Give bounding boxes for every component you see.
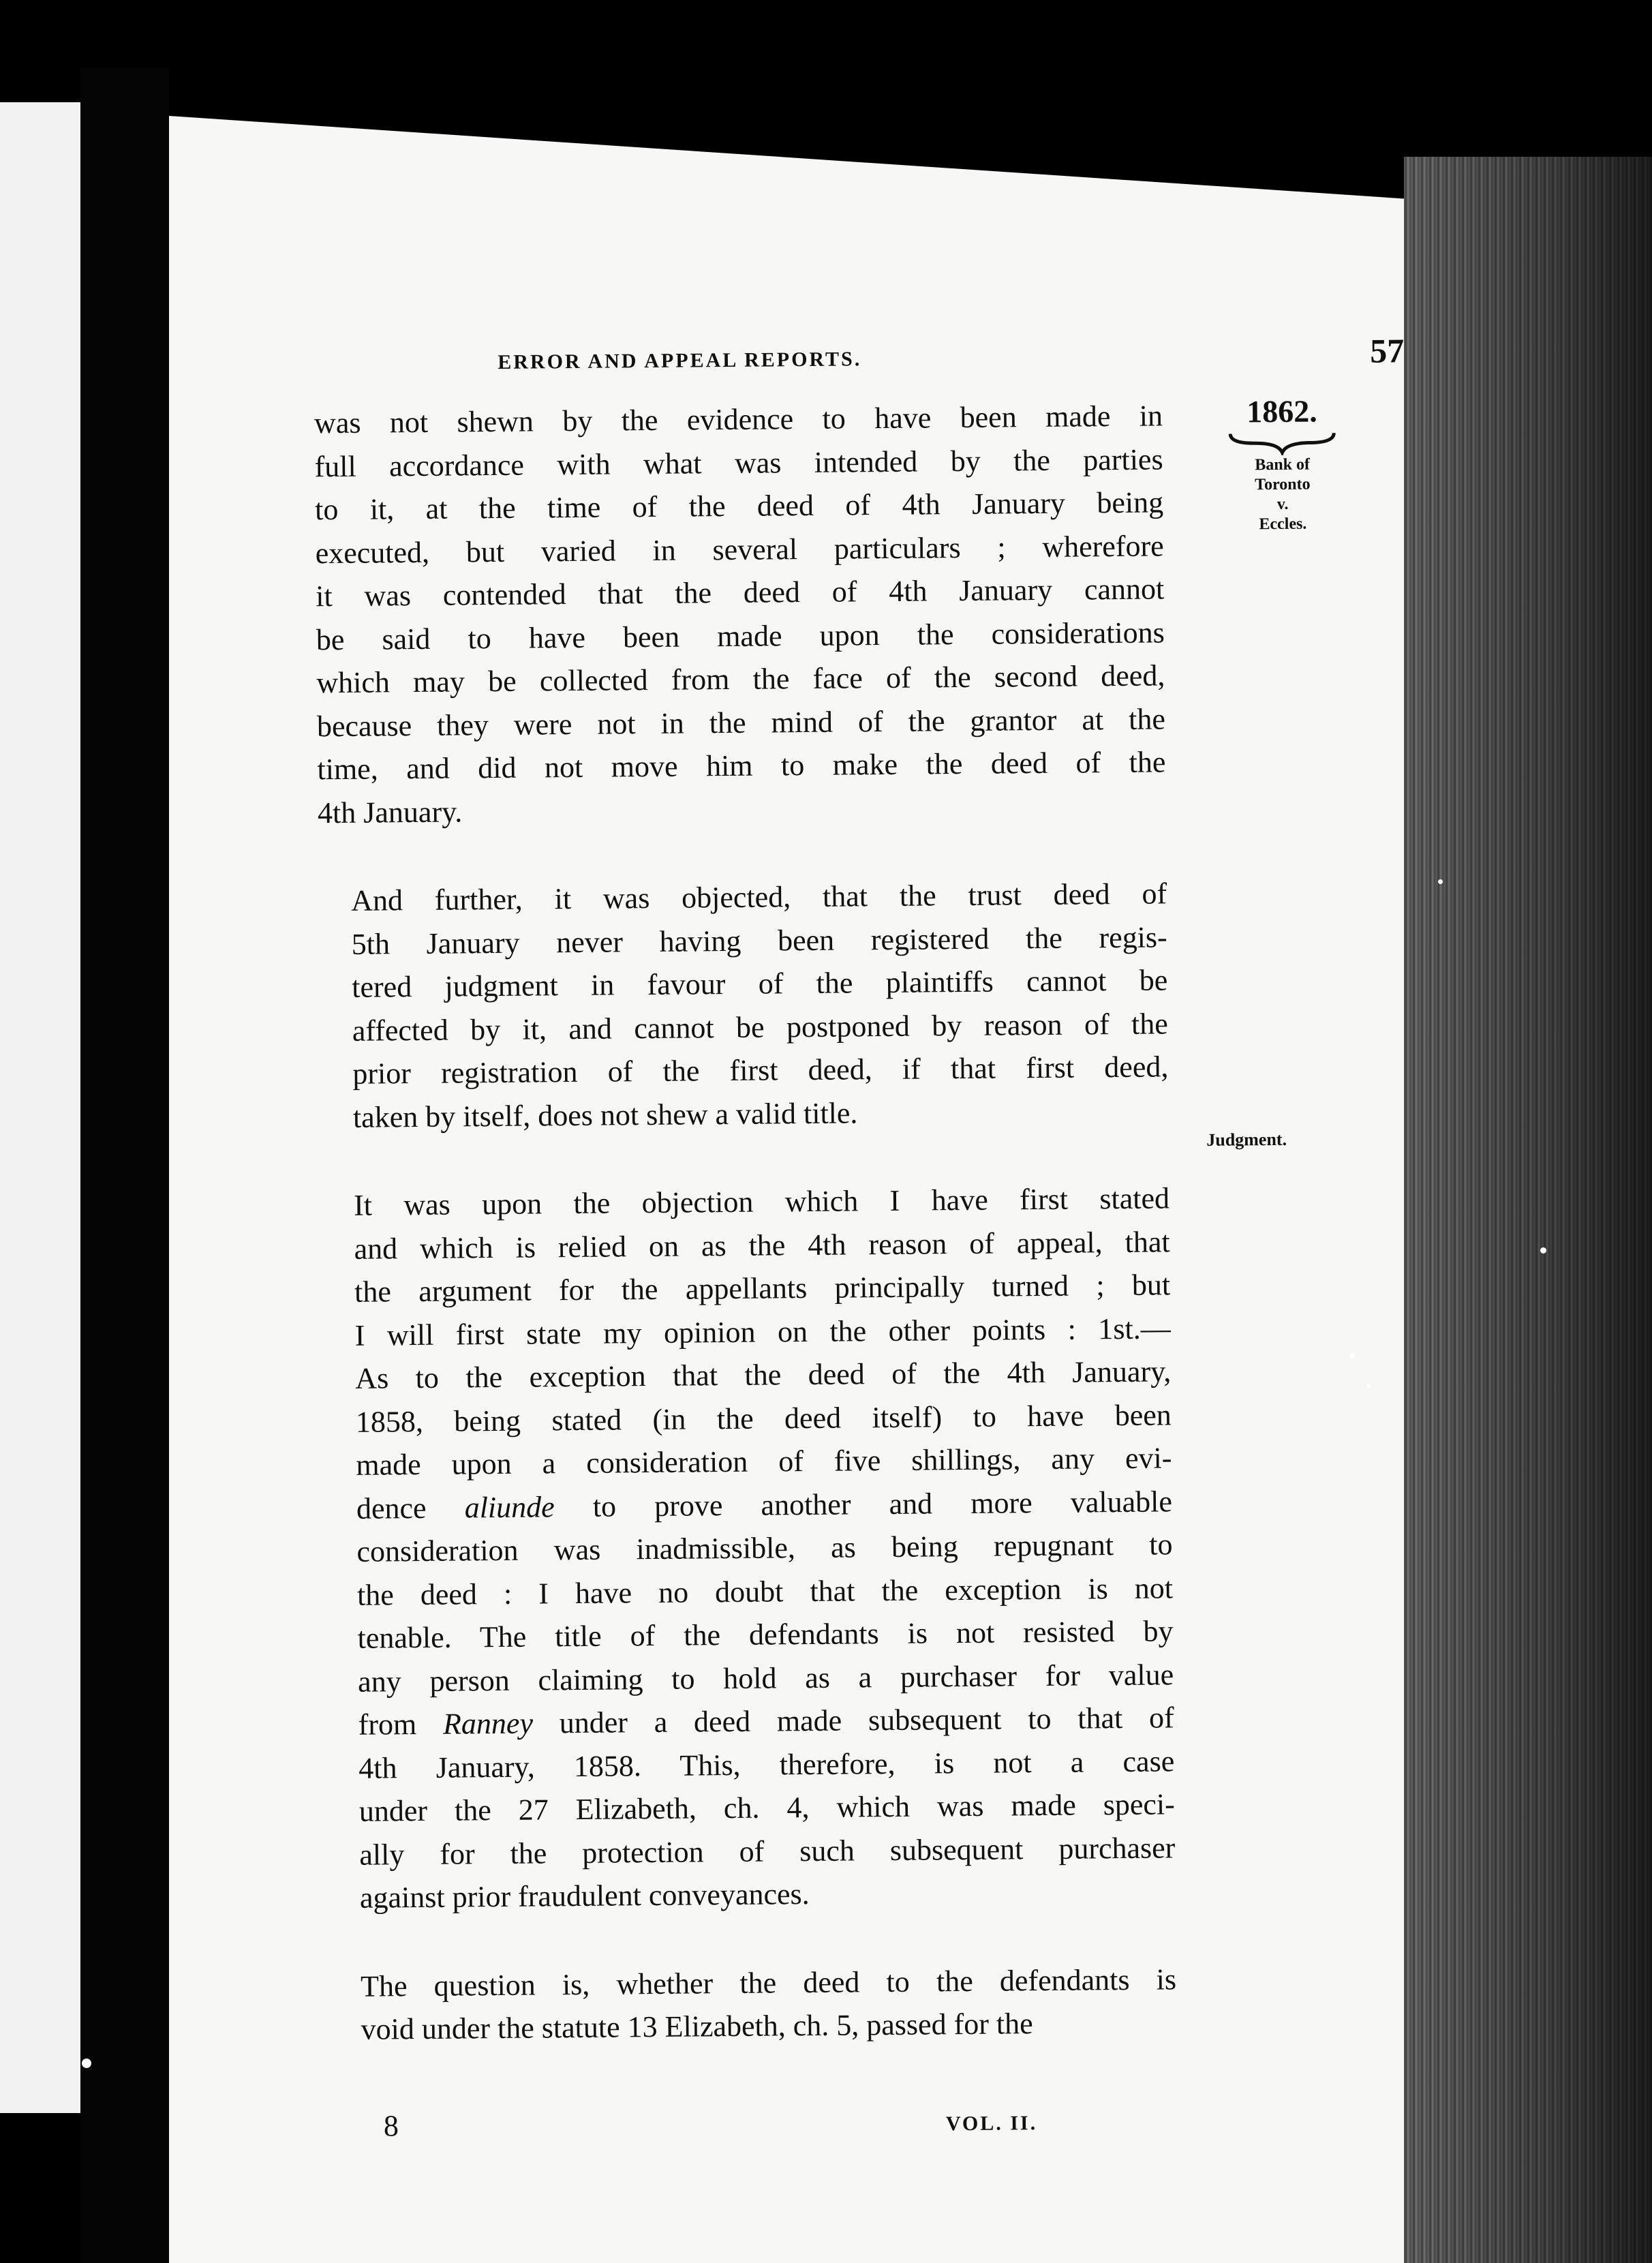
speck [82, 2059, 91, 2068]
text-line: which may be collected from the face of the second deed, [316, 658, 1165, 700]
text-line: made upon a consideration of five shillings, any evi- [356, 1441, 1172, 1482]
margin-year: 1862. [1246, 393, 1317, 429]
running-head: ERROR AND APPEAL REPORTS. [498, 348, 862, 374]
speck [1438, 879, 1443, 884]
text-line: 4th January. [317, 794, 463, 830]
text-line: and which is relied on as the 4th reason of appeal, that [354, 1224, 1170, 1266]
text-line: it was contended that the deed of 4th January cannot [316, 572, 1165, 613]
paragraph [321, 1176, 1176, 1919]
facing-page-edge [0, 102, 80, 2113]
page-content [259, 331, 1419, 2143]
paragraph [328, 1958, 1177, 2052]
text-line: any person claiming to hold as a purchaser for value [357, 1657, 1174, 1699]
text-line: The question is, whether the deed to the defendants is [360, 1962, 1177, 2003]
margin-note-case [1214, 393, 1351, 535]
text-line: As to the exception that the deed of the 4th January, [355, 1354, 1172, 1395]
text-line: void under the statute 13 Elizabeth, ch. 5, passed for the [361, 2007, 1033, 2046]
text-line: the deed : I have no doubt that the exception is not [356, 1570, 1174, 1612]
margin-case-line: Toronto [1255, 475, 1311, 494]
text-line: 4th January, 1858. This, therefore, is not a case [358, 1744, 1175, 1785]
text-line: was not shewn by the evidence to have been made in [313, 399, 1163, 440]
text-line: prior registration of the first deed, if that first deed, [352, 1050, 1169, 1091]
text-line: 1858, being stated (in the deed itself) to have been [355, 1397, 1172, 1439]
text-line: I will first state my opinion on the other points : 1st.— [354, 1311, 1171, 1352]
text-line: And further, it was objected, that the trust deed of [350, 877, 1167, 917]
text-line: tenable. The title of the defendants is not resisted by [357, 1614, 1174, 1655]
fore-edge-shadow [1404, 157, 1652, 2263]
book-gutter [80, 68, 169, 2263]
text-line: taken by itself, does not shew a valid title. [352, 1095, 858, 1134]
paragraph [314, 394, 1166, 834]
speck [1366, 1384, 1371, 1388]
brace-icon [1214, 429, 1350, 456]
margin-case-line: Eccles. [1259, 515, 1307, 534]
margin-note-judgment: Judgment. [1206, 1129, 1287, 1150]
text-line: time, and did not move him to make the deed of the [317, 745, 1166, 787]
text-line: be said to have been made upon the considerations [316, 615, 1165, 656]
text-line: against prior fraudulent conveyances. [359, 1877, 810, 1915]
speck [1349, 1353, 1355, 1358]
text-line: under the 27 Elizabeth, ch. 4, which was made speci- [358, 1787, 1175, 1828]
text-line: to it, at the time of the deed of 4th January being [314, 485, 1164, 527]
speck [1540, 1247, 1546, 1254]
text-line: from Ranney under a deed made subsequent to that of [358, 1701, 1174, 1742]
page-number: 57 [1369, 331, 1405, 370]
text-line: affected by it, and cannot be postponed by reason of the [352, 1006, 1169, 1048]
volume-label: VOL. II. [945, 2112, 1038, 2136]
text-line: the argument for the appellants principally turned ; but [354, 1268, 1171, 1309]
page-header [259, 331, 1405, 402]
text-line: executed, but varied in several particulars ; wherefore [315, 528, 1164, 570]
text-line: tered judgment in favour of the plaintiffs cannot be [352, 963, 1168, 1004]
text-line: ally for the protection of such subsequent purchaser [359, 1830, 1176, 1872]
text-line: consideration was inadmissible, as being repugnant to [356, 1528, 1173, 1568]
text-line: dence aliunde to prove another and more valuable [356, 1484, 1173, 1525]
signature-mark: 8 [383, 2109, 399, 2143]
text-line: 5th January never having been registered the regis- [351, 920, 1167, 961]
text-line: full accordance with what was intended by the parties [314, 442, 1163, 483]
body-text [314, 394, 1177, 2051]
text-line: It was upon the objection which I have first stated [353, 1181, 1170, 1222]
margin-case-line: v. [1276, 495, 1289, 513]
margin-case-line: Bank of [1255, 455, 1311, 474]
text-line: because they were not in the mind of the grantor at the [316, 701, 1166, 743]
paragraph [318, 872, 1169, 1139]
